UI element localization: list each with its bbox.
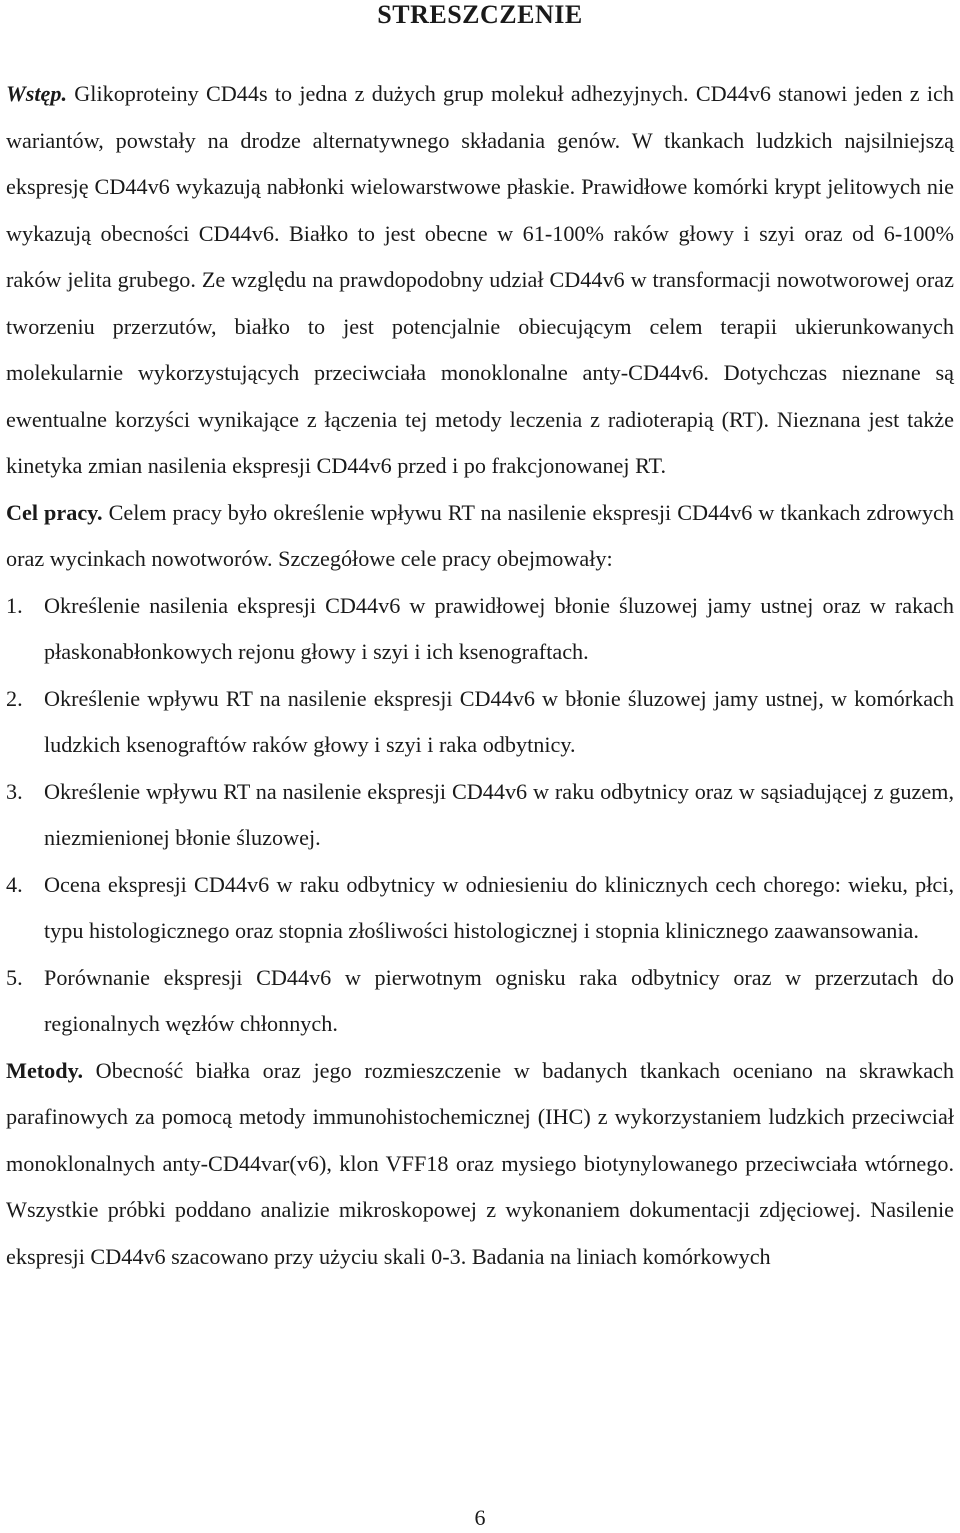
list-item <box>6 862 954 955</box>
document-page <box>6 0 954 1280</box>
intro-paragraph <box>6 71 954 490</box>
list-item-text: Określenie wpływu RT na nasilenie ekspresji CD44v6 w błonie śluzowej jamy ustnej, w komórkach ludzkich ksenograftów raków głowy i szyi i raka odbytnicy. <box>44 685 954 757</box>
list-item-text: Porównanie ekspresji CD44v6 w pierwotnym ognisku raka odbytnicy oraz w przerzutach do regionalnych węzłów chłonnych. <box>44 964 954 1036</box>
page-title: STRESZCZENIE <box>377 0 583 29</box>
methods-label: Metody. <box>6 1057 84 1083</box>
list-item-text: Ocena ekspresji CD44v6 w raku odbytnicy w odniesieniu do klinicznych cech chorego: wieku, płci, typu histologicznego oraz stopnia złośliwości histologicznej i stopnia klinicznego zaawansowania. <box>44 871 954 943</box>
page-number: 6 <box>474 1505 486 1530</box>
list-item-number: 5. <box>6 964 23 990</box>
list-item <box>6 583 954 676</box>
methods-paragraph <box>6 1048 954 1281</box>
aim-label: Cel pracy. <box>6 499 103 525</box>
list-item <box>6 676 954 769</box>
intro-label: Wstęp. <box>6 81 68 106</box>
list-item <box>6 955 954 1048</box>
objectives-list <box>6 583 954 1048</box>
list-item <box>6 769 954 862</box>
list-item-number: 4. <box>6 871 23 897</box>
list-item-text: Określenie nasilenia ekspresji CD44v6 w prawidłowej błonie śluzowej jamy ustnej oraz w rakach płaskonabłonkowych rejonu głowy i szyi i ich ksenograftach. <box>44 592 954 664</box>
aim-text: Celem pracy było określenie wpływu RT na nasilenie ekspresji CD44v6 w tkankach zdrowych oraz wycinkach nowotworów. Szczegółowe cele pracy obejmowały: <box>6 499 954 571</box>
list-item-text: Określenie wpływu RT na nasilenie ekspresji CD44v6 w raku odbytnicy oraz w sąsiadującej z guzem, niezmienionej błonie śluzowej. <box>44 778 954 850</box>
intro-text: Glikoproteiny CD44s to jedna z dużych grup molekuł adhezyjnych. CD44v6 stanowi jeden z ich wariantów, powstały na drodze alternatywnego składania genów. W tkankach ludzkich najsilniejszą ekspresję CD44v6 wykazują nabłonki wielowarstwowe płaskie. Prawidłowe komórki krypt jelitowych nie wykazują obecności CD44v6. Białko to jest obecne w 61-100% raków głowy i szyi oraz od 6-100% raków jelita grubego. Ze względu na prawdopodobny udział CD44v6 w transformacji nowotworowej oraz tworzeniu przerzutów, białko to jest potencjalnie obiecującym celem terapii ukierunkowanych molekularnie wykorzystujących przeciwciała monoklonalne anty-CD44v6. Dotychczas nieznane są ewentualne korzyści wynikające z łączenia tej metody leczenia z radioterapią (RT). Nieznana jest także kinetyka zmian nasilenia ekspresji CD44v6 przed i po frakcjonowanej RT. <box>6 81 954 478</box>
list-item-number: 1. <box>6 592 23 618</box>
aim-paragraph <box>6 490 954 583</box>
list-item-number: 2. <box>6 685 23 711</box>
list-item-number: 3. <box>6 778 23 804</box>
methods-text: Obecność białka oraz jego rozmieszczenie w badanych tkankach oceniano na skrawkach parafinowych za pomocą metody immunohistochemicznej (IHC) z wykorzystaniem ludzkich przeciwciał monoklonalnych anty-CD44var(v6), klon VFF18 oraz mysiego biotynylowanego przeciwciała wtórnego. Wszystkie próbki poddano analizie mikroskopowej z wykonaniem dokumentacji zdjęciowej. Nasilenie ekspresji CD44v6 szacowano przy użyciu skali 0-3. Badania na liniach komórkowych <box>6 1057 954 1269</box>
